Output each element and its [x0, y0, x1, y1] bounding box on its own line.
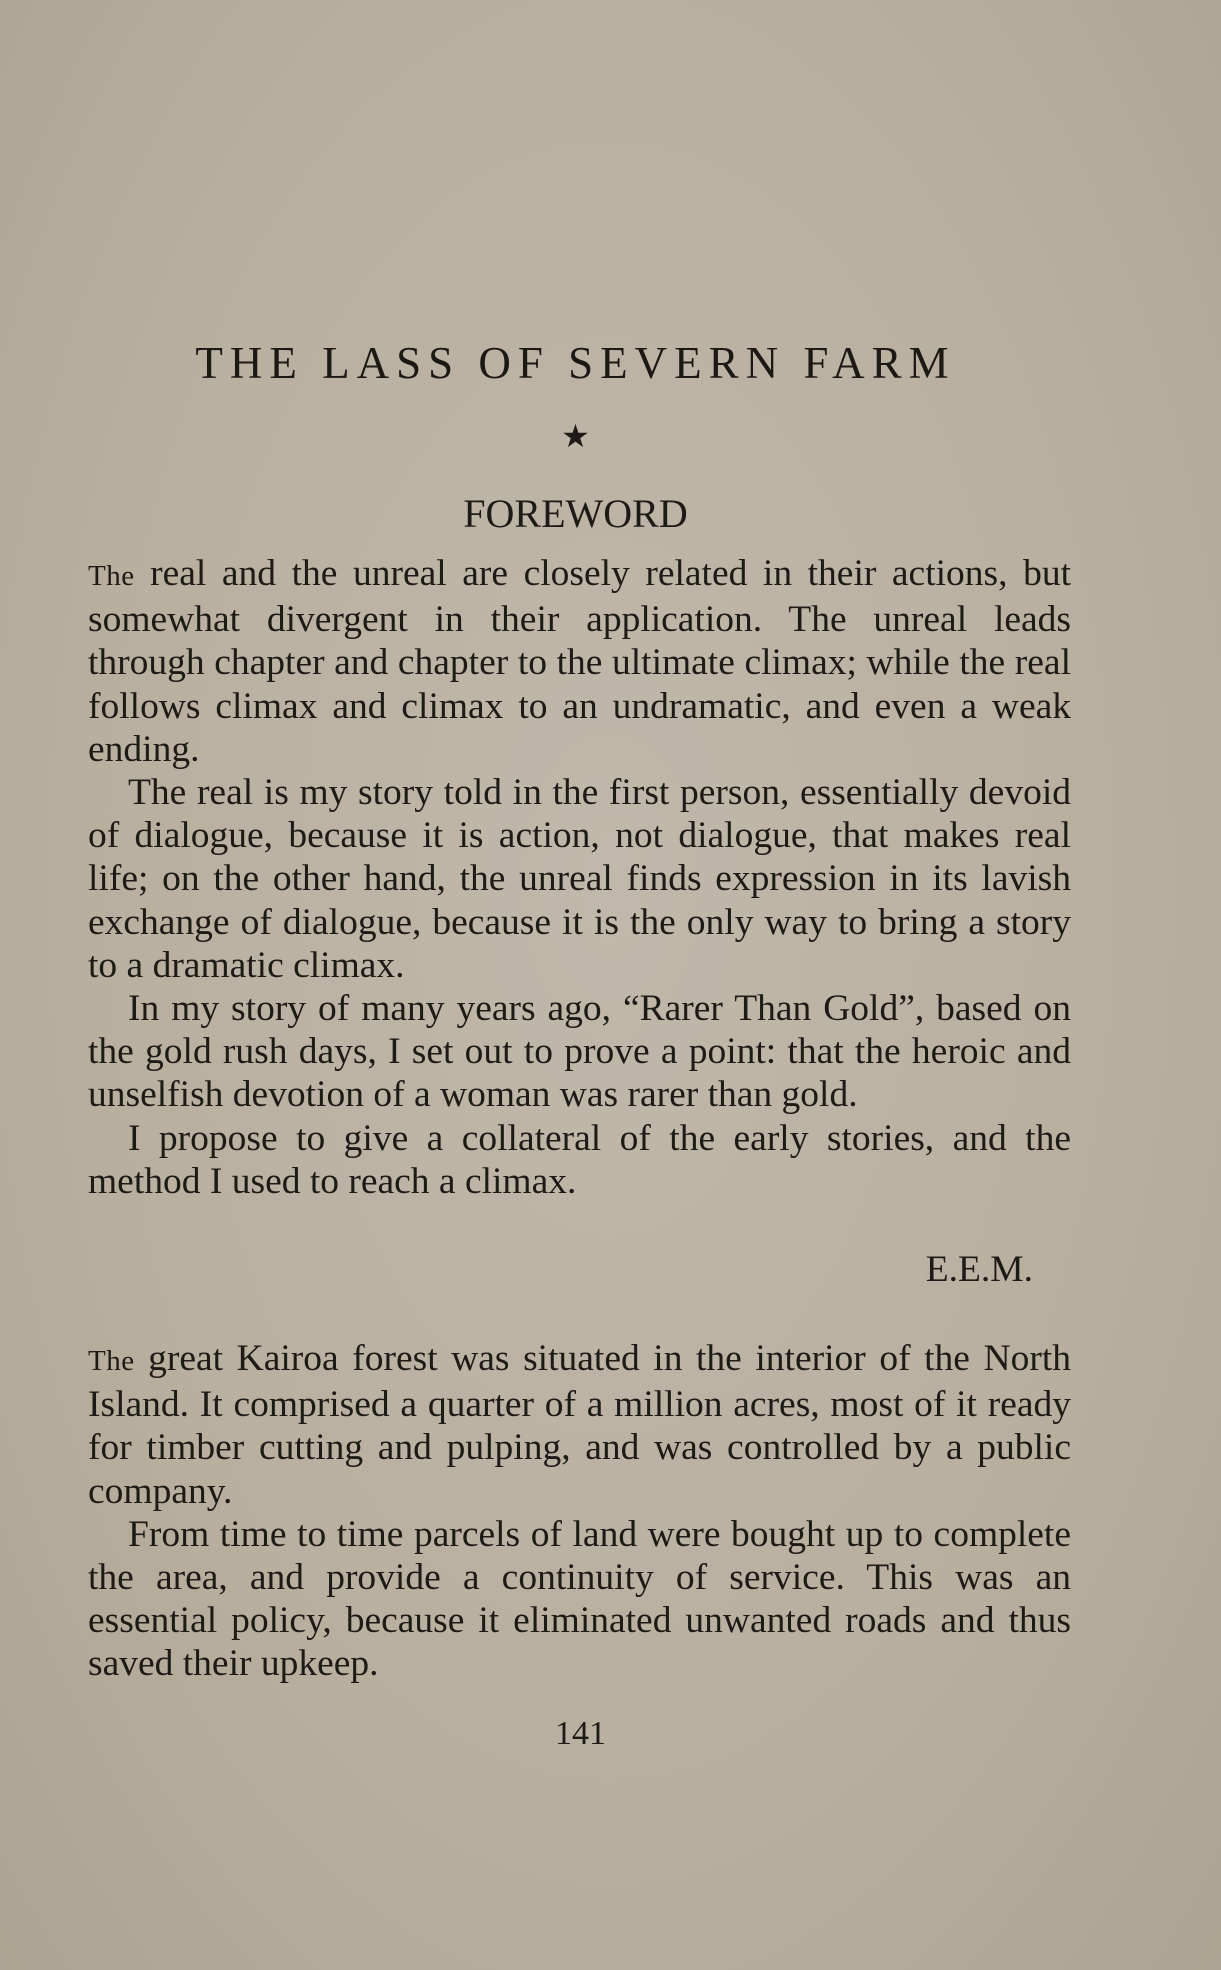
- paragraph-text: real and the unreal are closely related in their actions, but somewhat divergent in their application. The unreal leads through chapter and chapter to the ultimate climax; while the real follows climax and climax to an undramatic, and even a weak ending.: [88, 553, 1071, 770]
- star-ornament-icon: ★: [561, 418, 590, 454]
- foreword-paragraph-3: In my story of many years ago, “Rarer Than Gold”, based on the gold rush days, I set out to prove a point: that the heroic and unselfish devotion of a woman was rarer than gold.: [88, 988, 1071, 1116]
- author-signature: E.E.M.: [925, 1249, 1033, 1290]
- paragraph-text: great Kairoa forest was situated in the interior of the North Island. It comprised a quarter of a million acres, most of it ready for timber cutting and pulping, and was controlled by a public company.: [88, 1338, 1071, 1512]
- story-title: THE LASS OF SEVERN FARM: [195, 338, 956, 388]
- foreword-paragraph-4: I propose to give a collateral of the early stories, and the method I used to reach a climax.: [88, 1117, 1071, 1202]
- small-caps-lead: The: [88, 560, 135, 592]
- small-caps-lead: The: [88, 1345, 135, 1377]
- page-number: 141: [555, 1715, 606, 1752]
- foreword-paragraph-1: [88, 552, 1071, 771]
- story-paragraph-2: From time to time parcels of land were bought up to complete the area, and provide a continuity of service. This was an essential policy, because it eliminated unwanted roads and thus saved their upkeep.: [88, 1513, 1071, 1685]
- foreword-paragraph-2: The real is my story told in the first person, essentially devoid of dialogue, because it is action, not dialogue, that makes real life; on the other hand, the unreal finds expression in its lavish exchange of dialogue, because it is the only way to bring a story to a dramatic climax.: [88, 772, 1071, 986]
- foreword-heading: FOREWORD: [463, 491, 688, 536]
- story-body: [88, 1337, 1071, 1686]
- foreword-body: [88, 552, 1071, 1203]
- story-paragraph-1: [88, 1337, 1071, 1513]
